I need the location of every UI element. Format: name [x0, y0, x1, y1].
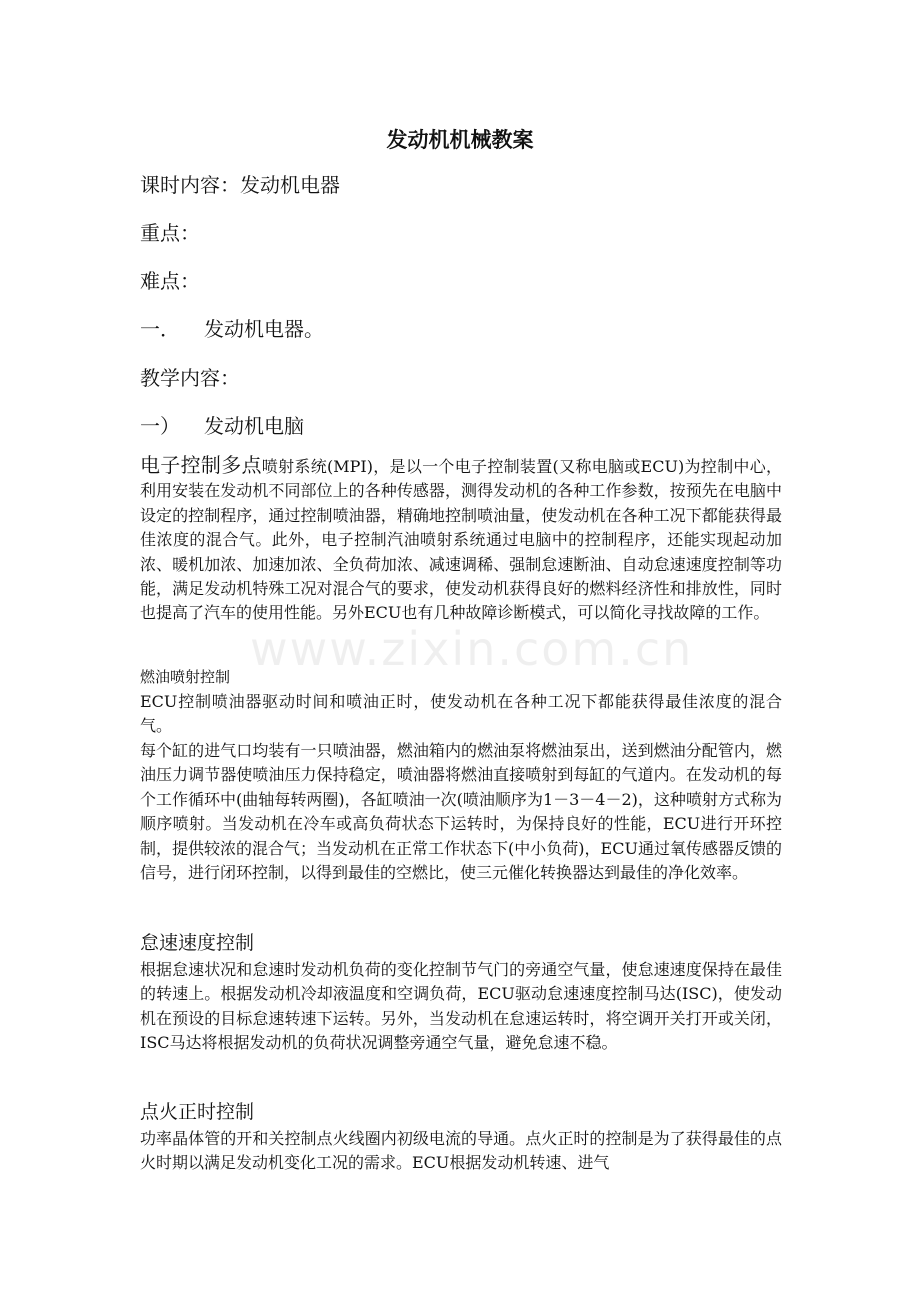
subsection-one-text: 发动机电脑	[204, 414, 304, 438]
idle-speed-heading: 怠速速度控制	[140, 932, 255, 954]
key-points-line: 重点：	[140, 221, 200, 245]
section-one-number: 一．	[140, 317, 180, 341]
idle-speed-body: 根据怠速状况和怠速时发动机负荷的变化控制节气门的旁通空气量，使怠速速度保持在最佳的转速上。根据发动机冷却液温度和空调负荷，ECU驱动怠速速度控制马达(ISC)，使发动机在预设的目标怠速转速下运转。另外，当发动机在怠速运转时，将空调开关打开或关闭，ISC马达将根据发动机的负荷状况调整旁通空气量，避免怠速不稳。	[140, 960, 782, 1053]
fuel-injection-para-1: ECU控制喷油器驱动时间和喷油正时，使发动机在各种工况下都能获得最佳浓度的混合气。	[140, 692, 782, 736]
difficulties-line: 难点：	[140, 269, 200, 293]
watermark: www.zixin.com.cn	[250, 622, 694, 676]
section-one-heading	[140, 316, 324, 342]
mpi-paragraph-body: 喷射系统(MPI)，是以一个电子控制装置(又称电脑或ECU)为控制中心，利用安装在发动机不同部位上的各种传感器，测得发动机的各种工作参数，按预先在电脑中设定的控制程序，通过控制喷油器，精确地控制喷油量，使发动机在各种工况下都能获得最佳浓度的混合气。此外，电子控制汽油喷射系统通过电脑中的控制程序，还能实现起动加浓、暖机加浓、加速加浓、全负荷加浓、减速调稀、强制怠速断油、自动怠速速度控制等功能，满足发动机特殊工况对混合气的要求，使发动机获得良好的燃料经济性和排放性，同时也提高了汽车的使用性能。另外ECU也有几种故障诊断模式，可以简化寻找故障的工作。	[140, 457, 782, 623]
lesson-content-line: 课时内容：发动机电器	[140, 173, 340, 197]
fuel-injection-heading: 燃油喷射控制	[140, 668, 231, 686]
section-one-text: 发动机电器。	[204, 317, 324, 341]
ignition-timing-body: 功率晶体管的开和关控制点火线圈内初级电流的导通。点火正时的控制是为了获得最佳的点火时期以满足发动机变化工况的需求。ECU根据发动机转速、进气	[140, 1129, 782, 1173]
subsection-one-heading	[140, 413, 304, 439]
mpi-paragraph-lead: 电子控制多点	[140, 453, 262, 477]
mpi-paragraph	[140, 453, 782, 626]
fuel-injection-para-2: 每个缸的进气口均装有一只喷油器，燃油箱内的燃油泵将燃油泵出，送到燃油分配管内，燃油压力调节器使喷油压力保持稳定，喷油器将燃油直接喷射到每缸的气道内。在发动机的每个工作循环中(曲轴每转两圈)，各缸喷油一次(喷油顺序为1－3－4－2)，这种喷射方式称为顺序喷射。当发动机在冷车或高负荷状态下运转时，为保持良好的性能，ECU进行开环控制，提供较浓的混合气；当发动机在正常工作状态下(中小负荷)，ECU通过氧传感器反馈的信号，进行闭环控制，以得到最佳的空燃比，使三元催化转换器达到最佳的净化效率。	[140, 741, 782, 883]
document-title: 发动机机械教案	[386, 127, 534, 152]
teaching-content-line: 教学内容：	[140, 366, 240, 390]
subsection-one-number: 一）	[140, 414, 180, 438]
ignition-timing-heading: 点火正时控制	[140, 1101, 255, 1123]
